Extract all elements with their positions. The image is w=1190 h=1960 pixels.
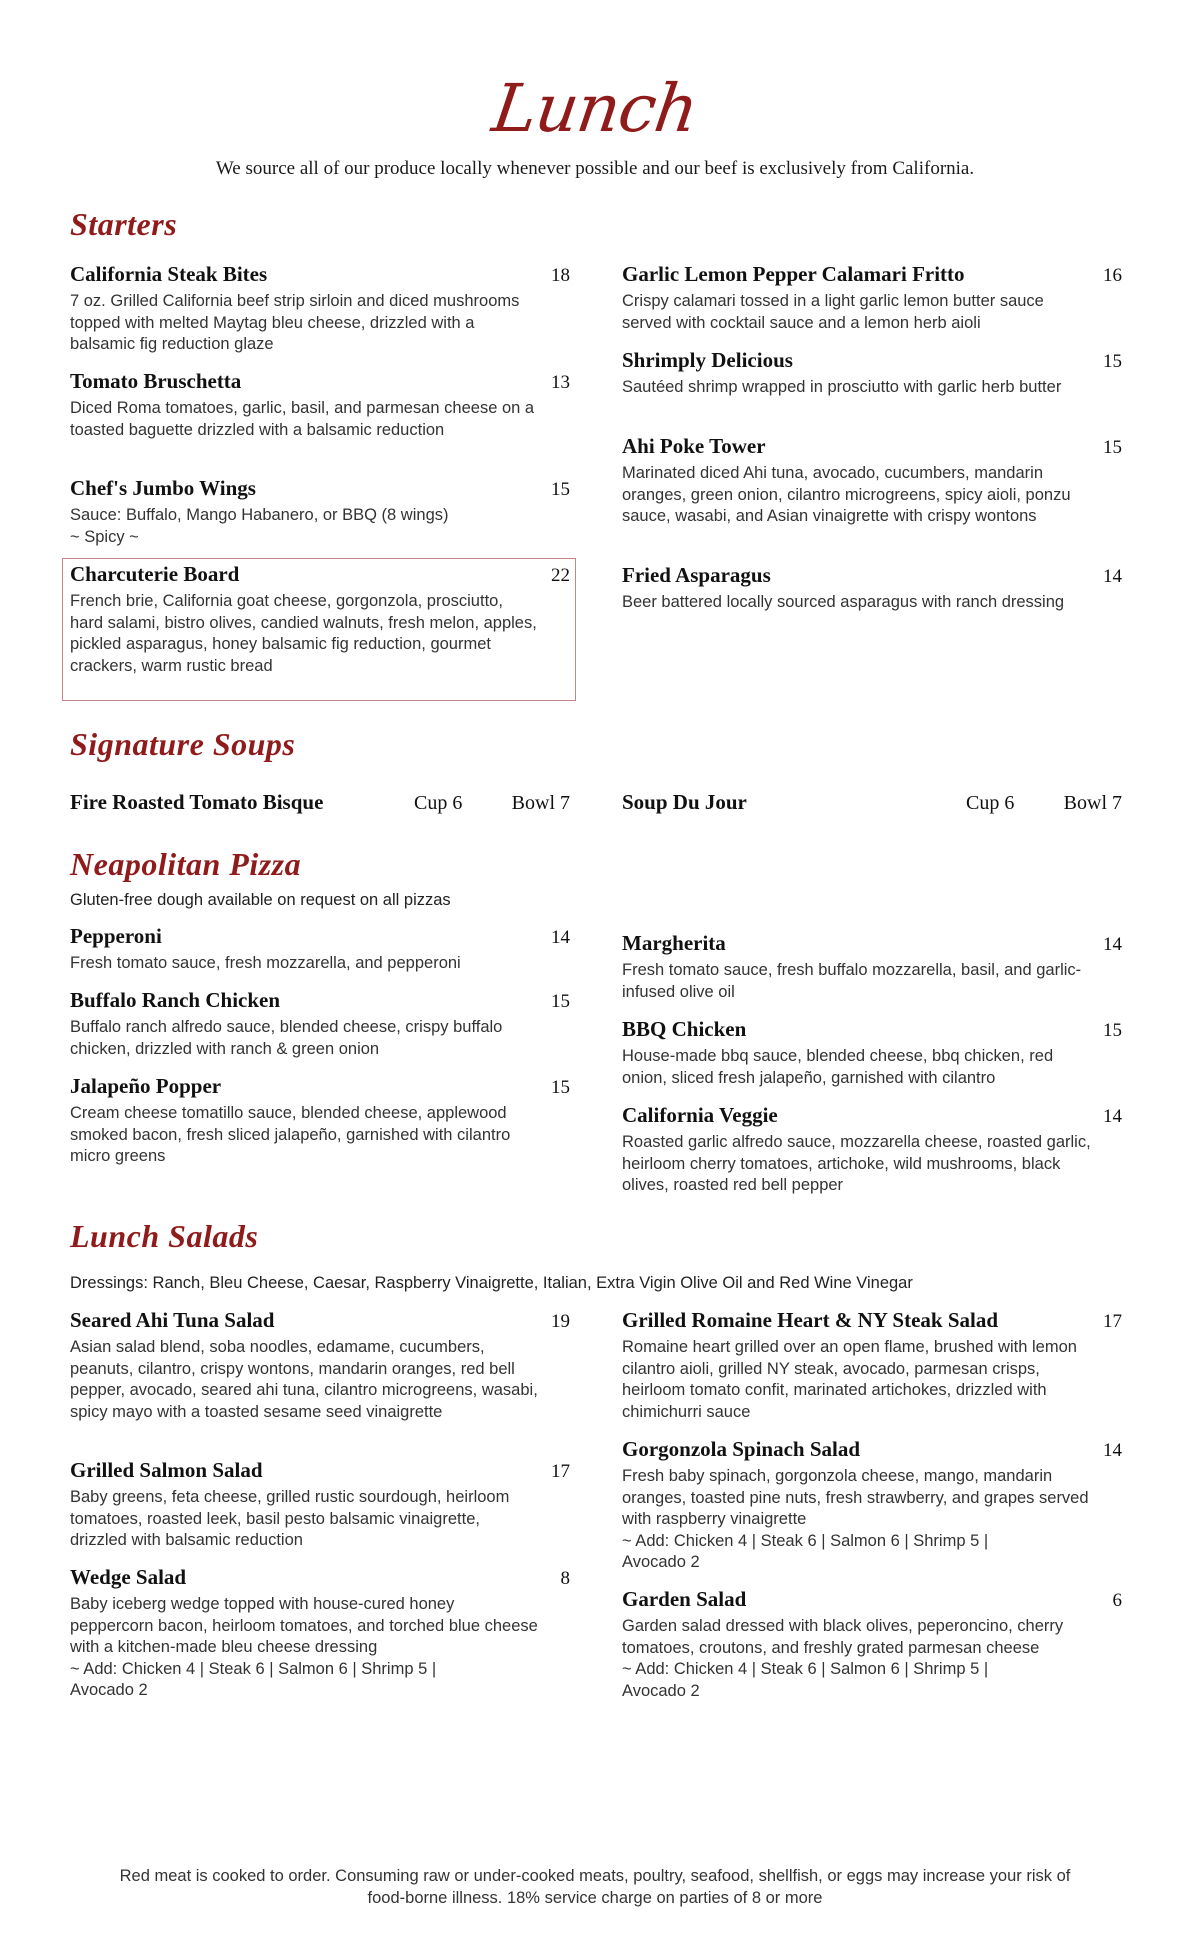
section-title-salads: Lunch Salads — [70, 1218, 259, 1254]
item-price: 15 — [551, 1077, 570, 1098]
cup-price: Cup 6 — [414, 792, 463, 814]
pizza-note: Gluten-free dough available on request on all pizzas — [70, 891, 451, 909]
item-description: Asian salad blend, soba noodles, edamame, cucumbers, peanuts, cilantro, crispy wontons, mandarin oranges, red bell pepper, avocado, seared ahi tuna, cilantro microgreens, wasabi, spicy mayo with a toasted sesame seed vinaigrette — [70, 1338, 538, 1421]
item-name: Shrimply Delicious — [622, 348, 793, 372]
item-price: 22 — [551, 565, 570, 586]
item-name: Chef's Jumbo Wings — [70, 476, 256, 500]
item-name: Seared Ahi Tuna Salad — [70, 1308, 275, 1332]
salads-dressings-note: Dressings: Ranch, Bleu Cheese, Caesar, Raspberry Vinaigrette, Italian, Extra Vigin Olive Oil and Red Wine Vinegar — [70, 1274, 913, 1292]
item-name: Grilled Romaine Heart & NY Steak Salad — [622, 1308, 999, 1332]
menu-item — [70, 1565, 570, 1702]
menu-tagline: We source all of our produce locally whenever possible and our beef is exclusively from California. — [215, 158, 975, 179]
item-description: Fresh baby spinach, gorgonzola cheese, mango, mandarin oranges, toasted pine nuts, fresh strawberry, and grapes served with raspberry vinaigrette — [622, 1467, 1089, 1528]
item-description: Baby greens, feta cheese, grilled rustic sourdough, heirloom tomatoes, roasted leek, basil pesto balsamic vinaigrette, drizzled with balsamic reduction — [70, 1488, 510, 1549]
item-description: Marinated diced Ahi tuna, avocado, cucumbers, mandarin oranges, green onion, cilantro microgreens, spicy aioli, ponzu sauce, wasabi, and Asian vinaigrette with crispy wontons — [622, 464, 1071, 525]
menu-item — [70, 1308, 570, 1423]
bowl-price: Bowl 7 — [511, 792, 570, 814]
item-name: Garlic Lemon Pepper Calamari Fritto — [622, 262, 965, 286]
item-note: ~ Spicy ~ — [70, 527, 139, 546]
item-description: Buffalo ranch alfredo sauce, blended cheese, crispy buffalo chicken, drizzled with ranch & green onion — [70, 1018, 503, 1058]
item-price: 18 — [551, 265, 570, 286]
item-addons: ~ Add: Chicken 4 | Steak 6 | Salmon 6 | Shrimp 5 | Avocado 2 — [622, 1660, 989, 1700]
menu-item — [622, 1017, 1122, 1089]
item-description: French brie, California goat cheese, gorgonzola, prosciutto, hard salami, bistro olives, candied walnuts, fresh melon, apples, pickled asparagus, honey balsamic fig reduction, gourmet crackers, warm rustic bread — [70, 592, 537, 675]
menu-item — [70, 476, 570, 548]
menu-item — [622, 931, 1122, 1003]
menu-item — [70, 1074, 570, 1168]
item-description: Roasted garlic alfredo sauce, mozzarella cheese, roasted garlic, heirloom cherry tomatoes, artichoke, wild mushrooms, black olives, roasted red bell pepper — [622, 1133, 1091, 1194]
menu-item — [70, 262, 570, 356]
item-name: California Veggie — [622, 1103, 778, 1127]
item-price: 15 — [1103, 1020, 1122, 1041]
item-price: 8 — [560, 1568, 570, 1589]
item-description: Crispy calamari tossed in a light garlic lemon butter sauce served with cocktail sauce and a lemon herb aioli — [622, 292, 1044, 332]
item-description: 7 oz. Grilled California beef strip sirloin and diced mushrooms topped with melted Maytag bleu cheese, drizzled with a balsamic fig reduction glaze — [70, 292, 520, 353]
section-title-soups: Signature Soups — [70, 726, 296, 762]
menu-item — [70, 924, 570, 975]
item-description: Garden salad dressed with black olives, peperoncino, cherry tomatoes, croutons, and freshly grated parmesan cheese — [622, 1617, 1064, 1657]
cup-price: Cup 6 — [966, 792, 1015, 814]
menu-item — [70, 369, 570, 441]
item-description: Sautéed shrimp wrapped in prosciutto with garlic herb butter — [622, 378, 1062, 396]
item-price: 14 — [1103, 566, 1122, 587]
menu-item — [622, 434, 1122, 528]
item-name: Grilled Salmon Salad — [70, 1458, 263, 1482]
section-title-starters: Starters — [70, 206, 178, 242]
item-price: 15 — [551, 479, 570, 500]
item-description: Romaine heart grilled over an open flame, brushed with lemon cilantro aioli, grilled NY steak, avocado, parmesan crisps, heirloom tomato confit, marinated artichokes, drizzled with chimichurri sauce — [622, 1338, 1077, 1421]
item-name: Margherita — [622, 931, 726, 955]
item-price: 17 — [1103, 1311, 1122, 1332]
item-name: Soup Du Jour — [622, 790, 747, 814]
item-description: Cream cheese tomatillo sauce, blended cheese, applewood smoked bacon, fresh sliced jalapeño, garnished with cilantro micro greens — [70, 1104, 511, 1165]
item-addons: ~ Add: Chicken 4 | Steak 6 | Salmon 6 | Shrimp 5 | Avocado 2 — [70, 1659, 437, 1699]
item-name: Tomato Bruschetta — [70, 369, 242, 393]
item-price: 15 — [1103, 437, 1122, 458]
item-description: Beer battered locally sourced asparagus with ranch dressing — [622, 593, 1065, 611]
menu-item — [622, 348, 1122, 399]
item-price: 15 — [1103, 351, 1122, 372]
item-name: Jalapeño Popper — [70, 1074, 222, 1098]
item-description: Diced Roma tomatoes, garlic, basil, and parmesan cheese on a toasted baguette drizzled with a balsamic reduction — [70, 399, 535, 439]
menu-title: Lunch — [487, 70, 703, 147]
menu-item — [622, 1587, 1122, 1702]
item-name: Garden Salad — [622, 1587, 747, 1611]
item-name: BBQ Chicken — [622, 1017, 747, 1041]
item-description: Fresh tomato sauce, fresh mozzarella, and pepperoni — [70, 954, 461, 972]
item-addons: ~ Add: Chicken 4 | Steak 6 | Salmon 6 | Shrimp 5 | Avocado 2 — [622, 1531, 989, 1571]
item-price: 19 — [551, 1311, 570, 1332]
item-price: 16 — [1103, 265, 1122, 286]
menu-item-highlighted — [70, 562, 570, 677]
item-name: Wedge Salad — [70, 1565, 187, 1589]
item-description: Fresh tomato sauce, fresh buffalo mozzarella, basil, and garlic-infused olive oil — [622, 961, 1082, 1001]
item-price: 15 — [551, 991, 570, 1012]
menu-item — [622, 1437, 1122, 1574]
soup-item — [622, 790, 1122, 815]
item-price: 17 — [551, 1461, 570, 1482]
menu-item — [622, 563, 1122, 614]
item-name: Ahi Poke Tower — [622, 434, 766, 458]
soup-item — [70, 790, 570, 815]
item-price: 14 — [1103, 1440, 1122, 1461]
item-name: Charcuterie Board — [70, 562, 240, 586]
menu-item — [70, 1458, 570, 1552]
item-price: 14 — [551, 927, 570, 948]
bowl-price: Bowl 7 — [1063, 792, 1122, 814]
item-price: 14 — [1103, 934, 1122, 955]
item-description: Baby iceberg wedge topped with house-cured honey peppercorn bacon, heirloom tomatoes, and torched blue cheese with a kitchen-made bleu cheese dressing — [70, 1595, 538, 1656]
food-safety-notice: Red meat is cooked to order. Consuming raw or under-cooked meats, poultry, seafood, shellfish, or eggs may increase your risk of food-borne illness. 18% service charge on parties of 8 or more — [119, 1867, 1071, 1907]
item-description: House-made bbq sauce, blended cheese, bbq chicken, red onion, sliced fresh jalapeño, garnished with cilantro — [622, 1047, 1054, 1087]
section-title-pizza: Neapolitan Pizza — [70, 846, 302, 882]
item-name: Buffalo Ranch Chicken — [70, 988, 281, 1012]
item-price: 14 — [1103, 1106, 1122, 1127]
menu-item — [70, 988, 570, 1060]
item-price: 6 — [1112, 1590, 1122, 1611]
item-price: 13 — [551, 372, 570, 393]
menu-item — [622, 1308, 1122, 1423]
item-description: Sauce: Buffalo, Mango Habanero, or BBQ (8 wings) — [70, 506, 449, 524]
item-name: California Steak Bites — [70, 262, 268, 286]
item-name: Gorgonzola Spinach Salad — [622, 1437, 861, 1461]
item-name: Fire Roasted Tomato Bisque — [70, 790, 324, 814]
menu-item — [622, 262, 1122, 334]
menu-item — [622, 1103, 1122, 1197]
item-name: Fried Asparagus — [622, 563, 771, 587]
item-name: Pepperoni — [70, 924, 162, 948]
